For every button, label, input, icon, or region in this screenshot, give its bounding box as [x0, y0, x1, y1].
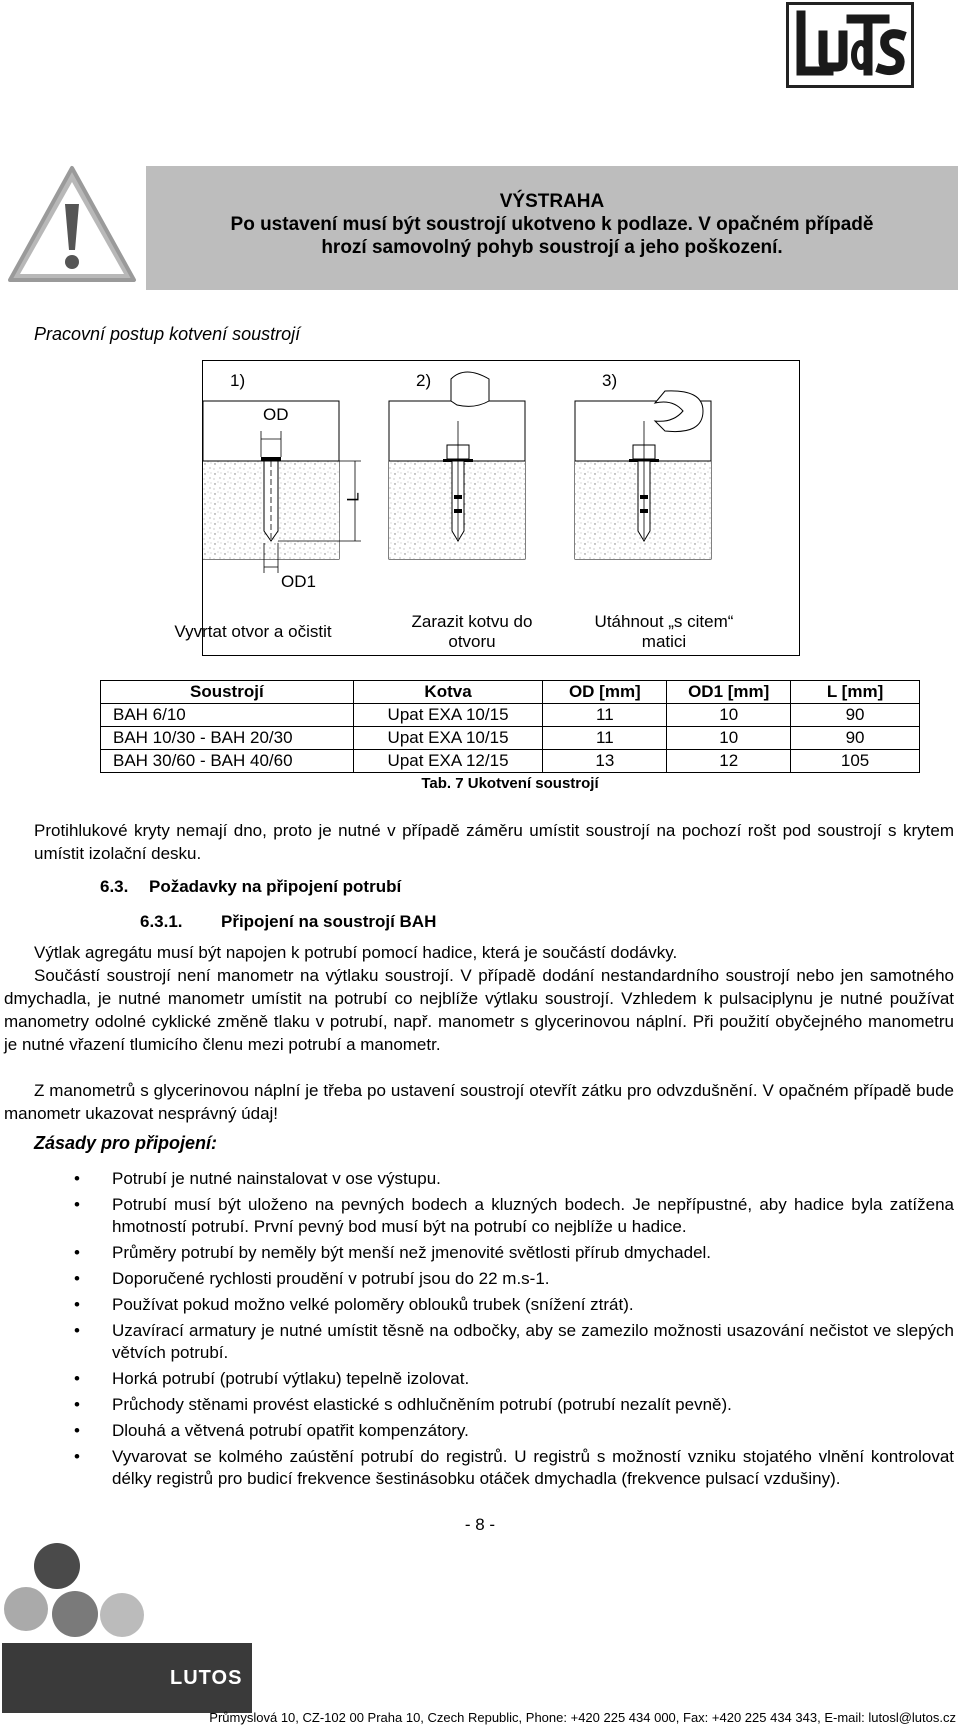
list-item: • Používat pokud možno velké poloměry oblouků trubek (snížení ztrát). [74, 1294, 954, 1316]
warning-title: VÝSTRAHA [499, 191, 605, 212]
step-3-label: 3) [602, 371, 618, 390]
table-cell: Upat EXA 10/15 [353, 727, 543, 750]
principles-title: Zásady pro připojení: [34, 1133, 218, 1153]
table-cell: BAH 10/30 - BAH 20/30 [101, 727, 354, 750]
list-item: • Potrubí musí být uloženo na pevných bodech a kluzných bodech. Je nepřípustné, aby hadice byla zatížena hmotností potrubí. První pevný bod musí být na potrubí co nejblíže u hadice. [74, 1194, 954, 1238]
footer-address: Průmyslová 10, CZ-102 00 Praha 10, Czech Republic, Phone: +420 225 434 000, Fax: +420 225 434 343, E-mail: lutosl@lutos.cz [209, 1710, 956, 1725]
list-item: • Potrubí je nutné nainstalovat v ose výstupu. [74, 1168, 954, 1190]
anchor-table [100, 680, 920, 773]
table-cell: BAH 30/60 - BAH 40/60 [101, 750, 354, 773]
paragraph-discharge: Výtlak agregátu musí být napojen k potrubí pomocí hadice, která je součástí dodávky. [34, 943, 678, 962]
paragraph-manometer: Součástí soustrojí není manometr na výtlaku soustrojí. V případě dodání nestandardního soustrojí nebo jen samotného dmychadla, je nutné manometr umístit na potrubí co nejblíže výtlaku soustrojí. Vzhledem k pulsaciplynu je nutné používat manometry odolné cyklické změně tlaku v potrubí, např. manometr s glycerinovou náplní. Při použití obyčejného manometru je nutné vřazení tlumicího členu mezi potrubí a manometr. [4, 966, 954, 1054]
decorative-dots [0, 1535, 160, 1645]
table-cell: BAH 6/10 [101, 704, 354, 727]
section-number: 6.3. [100, 877, 129, 896]
od-label: OD [263, 405, 289, 424]
table-cell: Upat EXA 10/15 [353, 704, 543, 727]
noise-cover-paragraph: Protihlukové kryty nemají dno, proto je nutné v případě záměru umístit soustrojí na pochozí rošt pod soustrojí s krytem umístit izolační desku. [34, 821, 954, 863]
caption-step-1: Vyvrtat otvor a očistit [174, 622, 332, 641]
table-header-row [101, 681, 920, 704]
table-cell: 10 [667, 727, 791, 750]
table-cell: 11 [543, 704, 667, 727]
procedure-title: Pracovní postup kotvení soustrojí [34, 324, 301, 344]
paragraph-glycerine: Z manometrů s glycerinovou náplní je třeba po ustavení soustrojí otevřít zátku pro odvzdušnění. V opačném případě bude manometr ukazovat nesprávný údaj! [4, 1081, 954, 1123]
table-caption: Tab. 7 Ukotvení soustrojí [421, 775, 599, 792]
warning-text [146, 190, 958, 259]
list-item: • Průměry potrubí by neměly být menší než jmenovité světlosti přírub dmychadel. [74, 1242, 954, 1264]
list-item: • Horká potrubí (potrubí výtlaku) tepelně izolovat. [74, 1368, 954, 1390]
table-row [101, 750, 920, 773]
table-row [101, 704, 920, 727]
list-item: • Uzavírací armatury je nutné umístit těsně na odbočky, aby se zamezilo možnosti usazování nečistot ve slepých větvích potrubí. [74, 1320, 954, 1364]
principles-list [74, 1168, 954, 1494]
bottom-logo-text: LUTOS [170, 1667, 243, 1689]
subsection-number: 6.3.1. [140, 912, 183, 931]
table-cell: 105 [791, 750, 920, 773]
table-cell: 12 [667, 750, 791, 773]
warning-line-2: hrozí samovolný pohyb soustrojí a jeho poškození. [321, 237, 783, 258]
warning-icon [4, 160, 140, 288]
table-cell: 90 [791, 727, 920, 750]
table-row [101, 727, 920, 750]
anchoring-figure [174, 360, 800, 656]
table-cell: Upat EXA 12/15 [353, 750, 543, 773]
company-logo [786, 2, 914, 88]
list-item: • Vyvarovat se kolmého zaústění potrubí do registrů. U registrů s možností vzniku stojatého vlnění kontrolovat délky registrů pro budicí frekvence šestinásobku otáček dmychadla (frekvence pulsací vzdušiny). [74, 1446, 954, 1490]
page-number: - 8 - [464, 1515, 496, 1534]
list-item: • Průchody stěnami provést elastické s odhlučněním potrubí (potrubí nezalít pevně). [74, 1394, 954, 1416]
header-cell: OD1 [mm] [667, 681, 791, 704]
table-cell: 11 [543, 727, 667, 750]
header-cell: L [mm] [791, 681, 920, 704]
header-cell: OD [mm] [543, 681, 667, 704]
subsection-title: Připojení na soustrojí BAH [221, 912, 437, 931]
od1-label: OD1 [281, 572, 316, 591]
list-item: • Doporučené rychlosti proudění v potrubí jsou do 22 m.s-1. [74, 1268, 954, 1290]
table-cell: 10 [667, 704, 791, 727]
header-cell: Soustrojí [101, 681, 354, 704]
header-cell: Kotva [353, 681, 543, 704]
bottom-logo [2, 1643, 252, 1713]
step-2-label: 2) [416, 371, 432, 390]
step-1-label: 1) [230, 371, 246, 390]
table-cell: 13 [543, 750, 667, 773]
table-cell: 90 [791, 704, 920, 727]
caption-step-2: Zarazit kotvu do otvoru [411, 612, 533, 651]
caption-step-3: Utáhnout „s citem“ matici [594, 612, 734, 651]
list-item: • Dlouhá a větvená potrubí opatřit kompenzátory. [74, 1420, 954, 1442]
warning-line-1: Po ustavení musí být soustrojí ukotveno k podlaze. V opačném případě [230, 214, 874, 235]
section-title: Požadavky na připojení potrubí [149, 877, 402, 896]
l-label: L [343, 492, 363, 502]
